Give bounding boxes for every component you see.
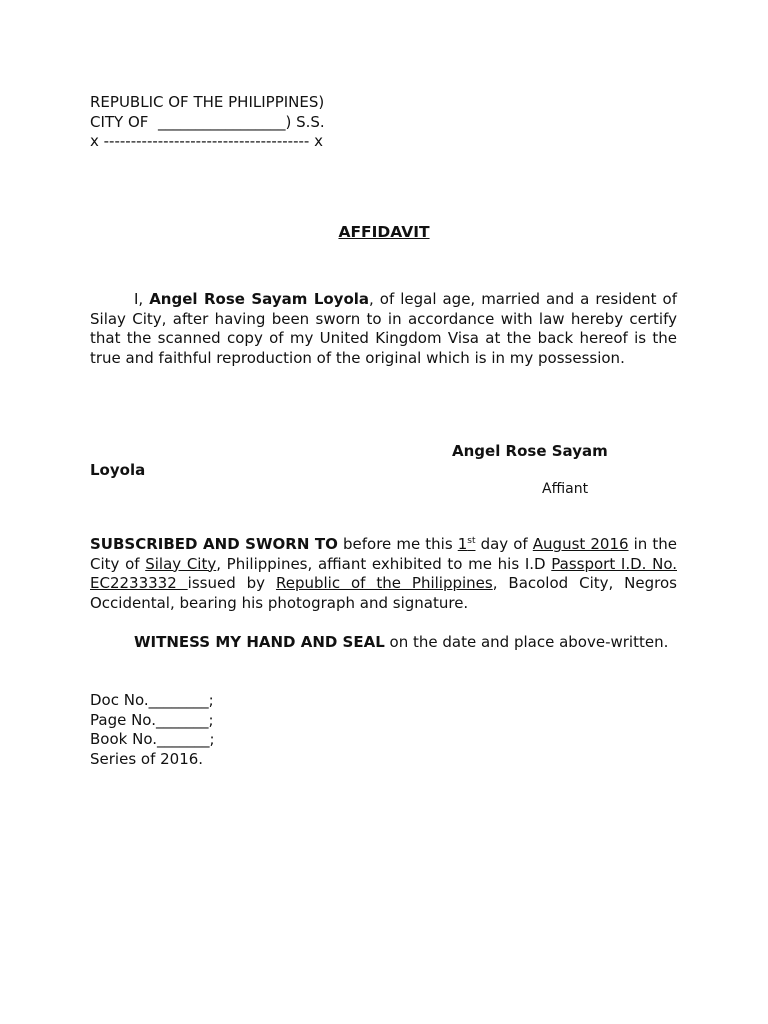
witness-text: on the date and place above-written. [384,633,669,651]
jurat-month-year: August 2016 [532,535,629,553]
jurat-city: Silay City [145,554,217,573]
witness-paragraph [90,633,677,653]
jurat-text: issued by [187,574,276,593]
caption-republic: REPUBLIC OF THE PHILIPPINES) [90,93,325,111]
jurat-paragraph [90,535,677,613]
jurat-text: day of [475,535,533,553]
jurat-day-suffix: st [467,536,476,546]
body-text: , of legal age, married and a resident of Silay City, after having been sworn to in accordance with law hereby certify that the scanned copy of my United Kingdom Visa at the back hereof is the true and faithful reproduction of the original which is in my possession. [90,290,677,367]
jurat-issuer: Republic of the Philippines [275,574,493,593]
signature-name-line2: Loyola [90,461,146,479]
body-pronoun: I, [134,290,144,308]
affidavit-body [90,290,677,368]
jurat-lead: SUBSCRIBED AND SWORN TO [90,535,338,553]
caption-city: CITY OF _________________) S.S. [90,113,325,131]
jurat-text: , Philippines, affiant exhibited to me his I.D [216,554,552,573]
registry-series: Series of 2016. [90,750,204,768]
jurat-text: , Bacolod City, Negros Occidental, bearing his photograph and signature. [90,574,677,612]
registry-page-no: Page No._______; [90,711,214,729]
jurat-day [458,535,476,553]
signature-name-line1: Angel Rose Sayam [452,442,608,460]
caption-divider: x -------------------------------------- x [90,132,323,150]
jurat-id-document: Passport I.D. No. EC2233332 [90,554,677,593]
registry-book-no: Book No._______; [90,730,215,748]
affiant-name: Angel Rose Sayam Loyola [149,290,370,308]
jurat-text: before me this [337,535,458,553]
witness-lead: WITNESS MY HAND AND SEAL [134,633,385,651]
document-title: AFFIDAVIT [338,223,430,241]
jurat-day-number: 1 [457,535,468,553]
registry-doc-no: Doc No.________; [90,691,214,709]
jurat-text: in the City of [90,535,677,573]
affiant-label: Affiant [542,481,589,497]
